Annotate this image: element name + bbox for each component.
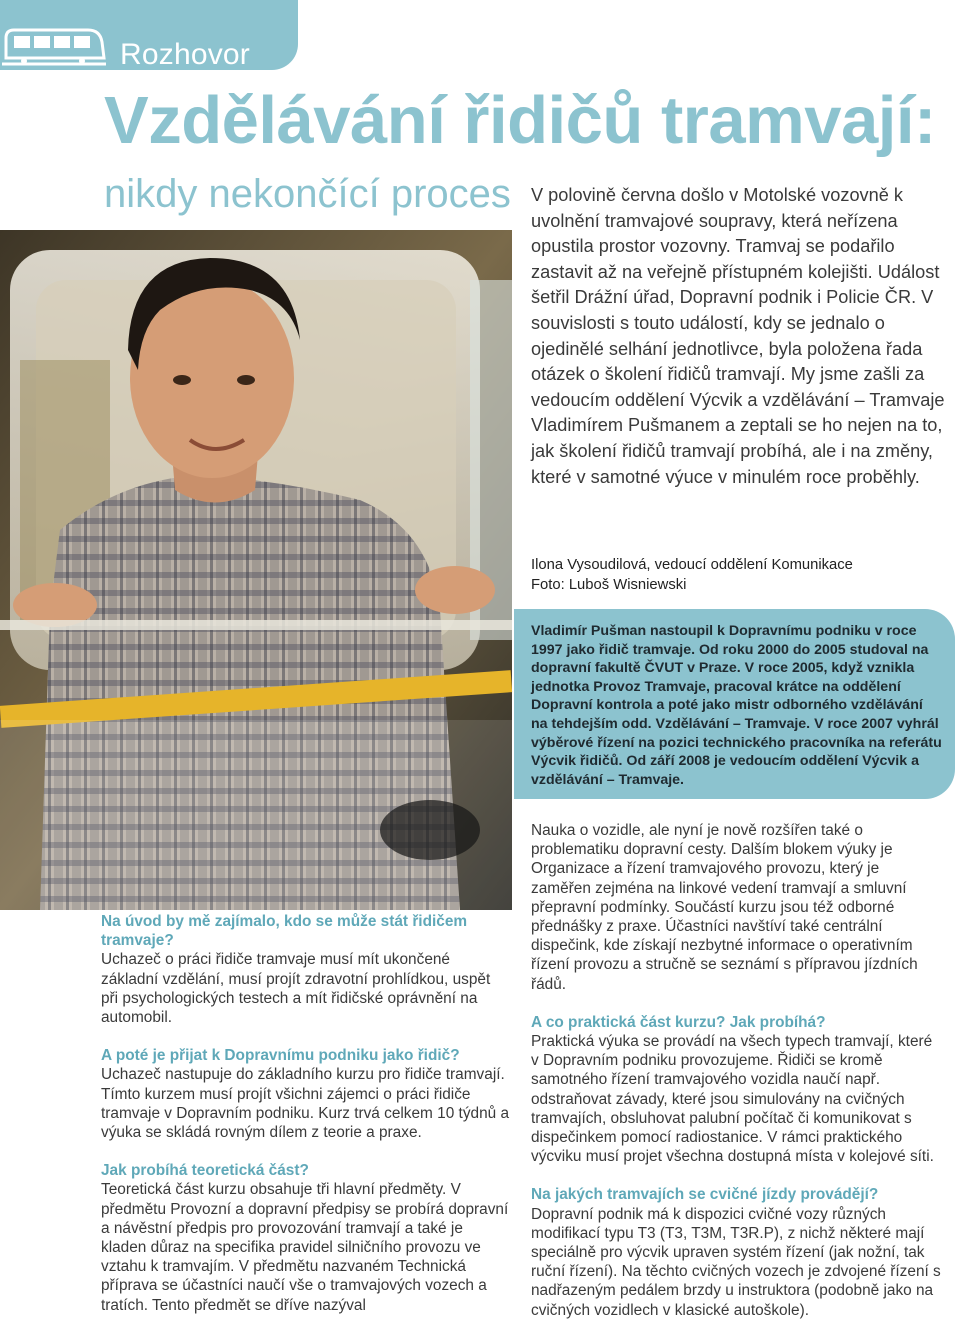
question: Na jakých tramvajích se cvičné jízdy provádějí?	[531, 1186, 879, 1204]
bio-box	[514, 609, 955, 799]
question: A co praktická část kurzu? Jak probíhá?	[531, 1013, 826, 1031]
answer: Dopravní podnik má k dispozici cvičné vozy různých modifikací typu T3 (T3, T3M, T3R.P), z nichž některé mají speciálně pro výcvik upraven systém řízení (jak nožní, tak ruční řízení). Na těchto cvičných vozech je zdvojené řízení s nadřazeným pedálem brzdy u instruktora (podobně jako na cvičných vozidlech v klasické autoškole).	[531, 1205, 941, 1319]
bio-text: Vladimír Pušman nastoupil k Dopravnímu podniku v roce 1997 jako řidič tramvaje. Od roku 2000 do 2005 studoval na dopravní fakultě ČVUT v Praze. V roce 2005, když vznikla jednotka Provoz Tramvaje, pracoval krátce na oddělení Dopravní kontrola a poté jako mistr odborného vzdělávání na tehdejším odd. Vzdělávání – Tramvaje. V roce 2007 vyhrál výběrové řízení na pozici technického pracovníka na referátu Výcvik řidičů. Od září 2008 je vedoucím oddělení Výcvik a vzdělávání – Tramvaje.	[531, 623, 942, 788]
qa-block	[531, 1185, 941, 1319]
qa-block	[101, 912, 511, 1027]
answer: Uchazeč o práci řidiče tramvaje musí mít ukončené základní vzdělání, musí projít zdravotní prohlídkou, uspět při psychologických testech a mít řidičské oprávnění na automobil.	[101, 951, 491, 1027]
article-subtitle: nikdy nekončící proces	[104, 172, 511, 216]
photo-credit: Foto: Luboš Wisniewski	[531, 576, 687, 593]
question: Na úvod by mě zajímalo, kdo se může stát řidičem tramvaje?	[101, 913, 468, 950]
answer: Nauka o vozidle, ale nyní je nově rozšířen také o problematiku dopravní cesty. Dalším blokem výuky je Organizace a řízení tramvajového provozu, který je zaměřen zejména na linkové vedení tramvají a smluvní přepravní podmínky. Součástí kurzu jsou též odborné přednášky z praxe. Účastníci navštíví také centrální dispečink, kde získají nezbytné informace o operativním řízení provozu a stručně se seznámí s přípravou jízdních řádů.	[531, 822, 918, 993]
answer: Uchazeč nastupuje do základního kurzu pro řidiče tramvají. Tímto kurzem musí projít všichni zájemci o práci řidiče tramvaje v Dopravním podniku. Kurz trvá celkem 10 týdnů a výuka se skládá rovným dílem z teorie a praxe.	[101, 1066, 510, 1142]
portrait-photo	[0, 230, 512, 910]
article-title: Vzdělávání řidičů tramvají:	[104, 83, 936, 158]
qa-block	[101, 1161, 511, 1315]
section-tab	[0, 0, 298, 70]
interview-right-column	[531, 821, 941, 1339]
qa-block	[101, 1046, 511, 1142]
author-credit: Ilona Vysoudilová, vedoucí oddělení Komunikace	[531, 557, 853, 573]
qa-block	[531, 821, 941, 994]
credits	[531, 556, 853, 595]
question: A poté je přijat k Dopravnímu podniku jako řidič?	[101, 1047, 460, 1065]
answer: Praktická výuka se provádí na všech typech tramvají, které v Dopravním podniku provozujeme. Řidiči se kromě samotného řízení tramvajového vozidla naučí např. odstraňovat závady, které jsou simulovány na cvičných tramvajích, obsluhovat palubní počítač či komunikovat s dispečinkem pomocí radiostanice. V rámci praktického výcviku musí projet všechna dostupná místa v kolejové síti.	[531, 1033, 934, 1166]
section-label: Rozhovor	[120, 38, 250, 71]
qa-block	[531, 1013, 941, 1167]
tram-icon	[2, 24, 106, 70]
question: Jak probíhá teoretická část?	[101, 1162, 309, 1180]
lead-paragraph: V polovině června došlo v Motolské vozovně k uvolnění tramvajové soupravy, která neřízena opustila prostor vozovny. Tramvaj se podařilo zastavit až na veřejně přístupném kolejišti. Událost šetřil Drážní úřad, Dopravní podnik i Policie ČR. V souvislosti s touto událostí, kdy se jednalo o ojedinělé selhání jednotlivce, byla položena řada otázek o školení řidičů tramvají. My jsme zašli za vedoucím oddělení Výcvik a vzdělávání – Tramvaje Vladimírem Pušmanem a zeptali se ho nejen na to, jak školení řidičů tramvají probíhá, ale i na změny, které v samotné výuce v minulém roce proběhly.	[531, 185, 945, 487]
answer: Teoretická část kurzu obsahuje tři hlavní předměty. V předmětu Provozní a dopravní předpisy se probírá dopravní a návěstní předpis pro provozování tramvají a také je kladen důraz na specifika pravidel silničního provozu ve vztahu k tramvajím. V předmětu nazvaném Technická příprava se účastníci naučí vše o tramvajových vozech a tratích. Tento předmět se dříve nazýval	[101, 1181, 509, 1314]
photo-illustration	[0, 230, 512, 910]
interview-left-column	[101, 912, 511, 1334]
